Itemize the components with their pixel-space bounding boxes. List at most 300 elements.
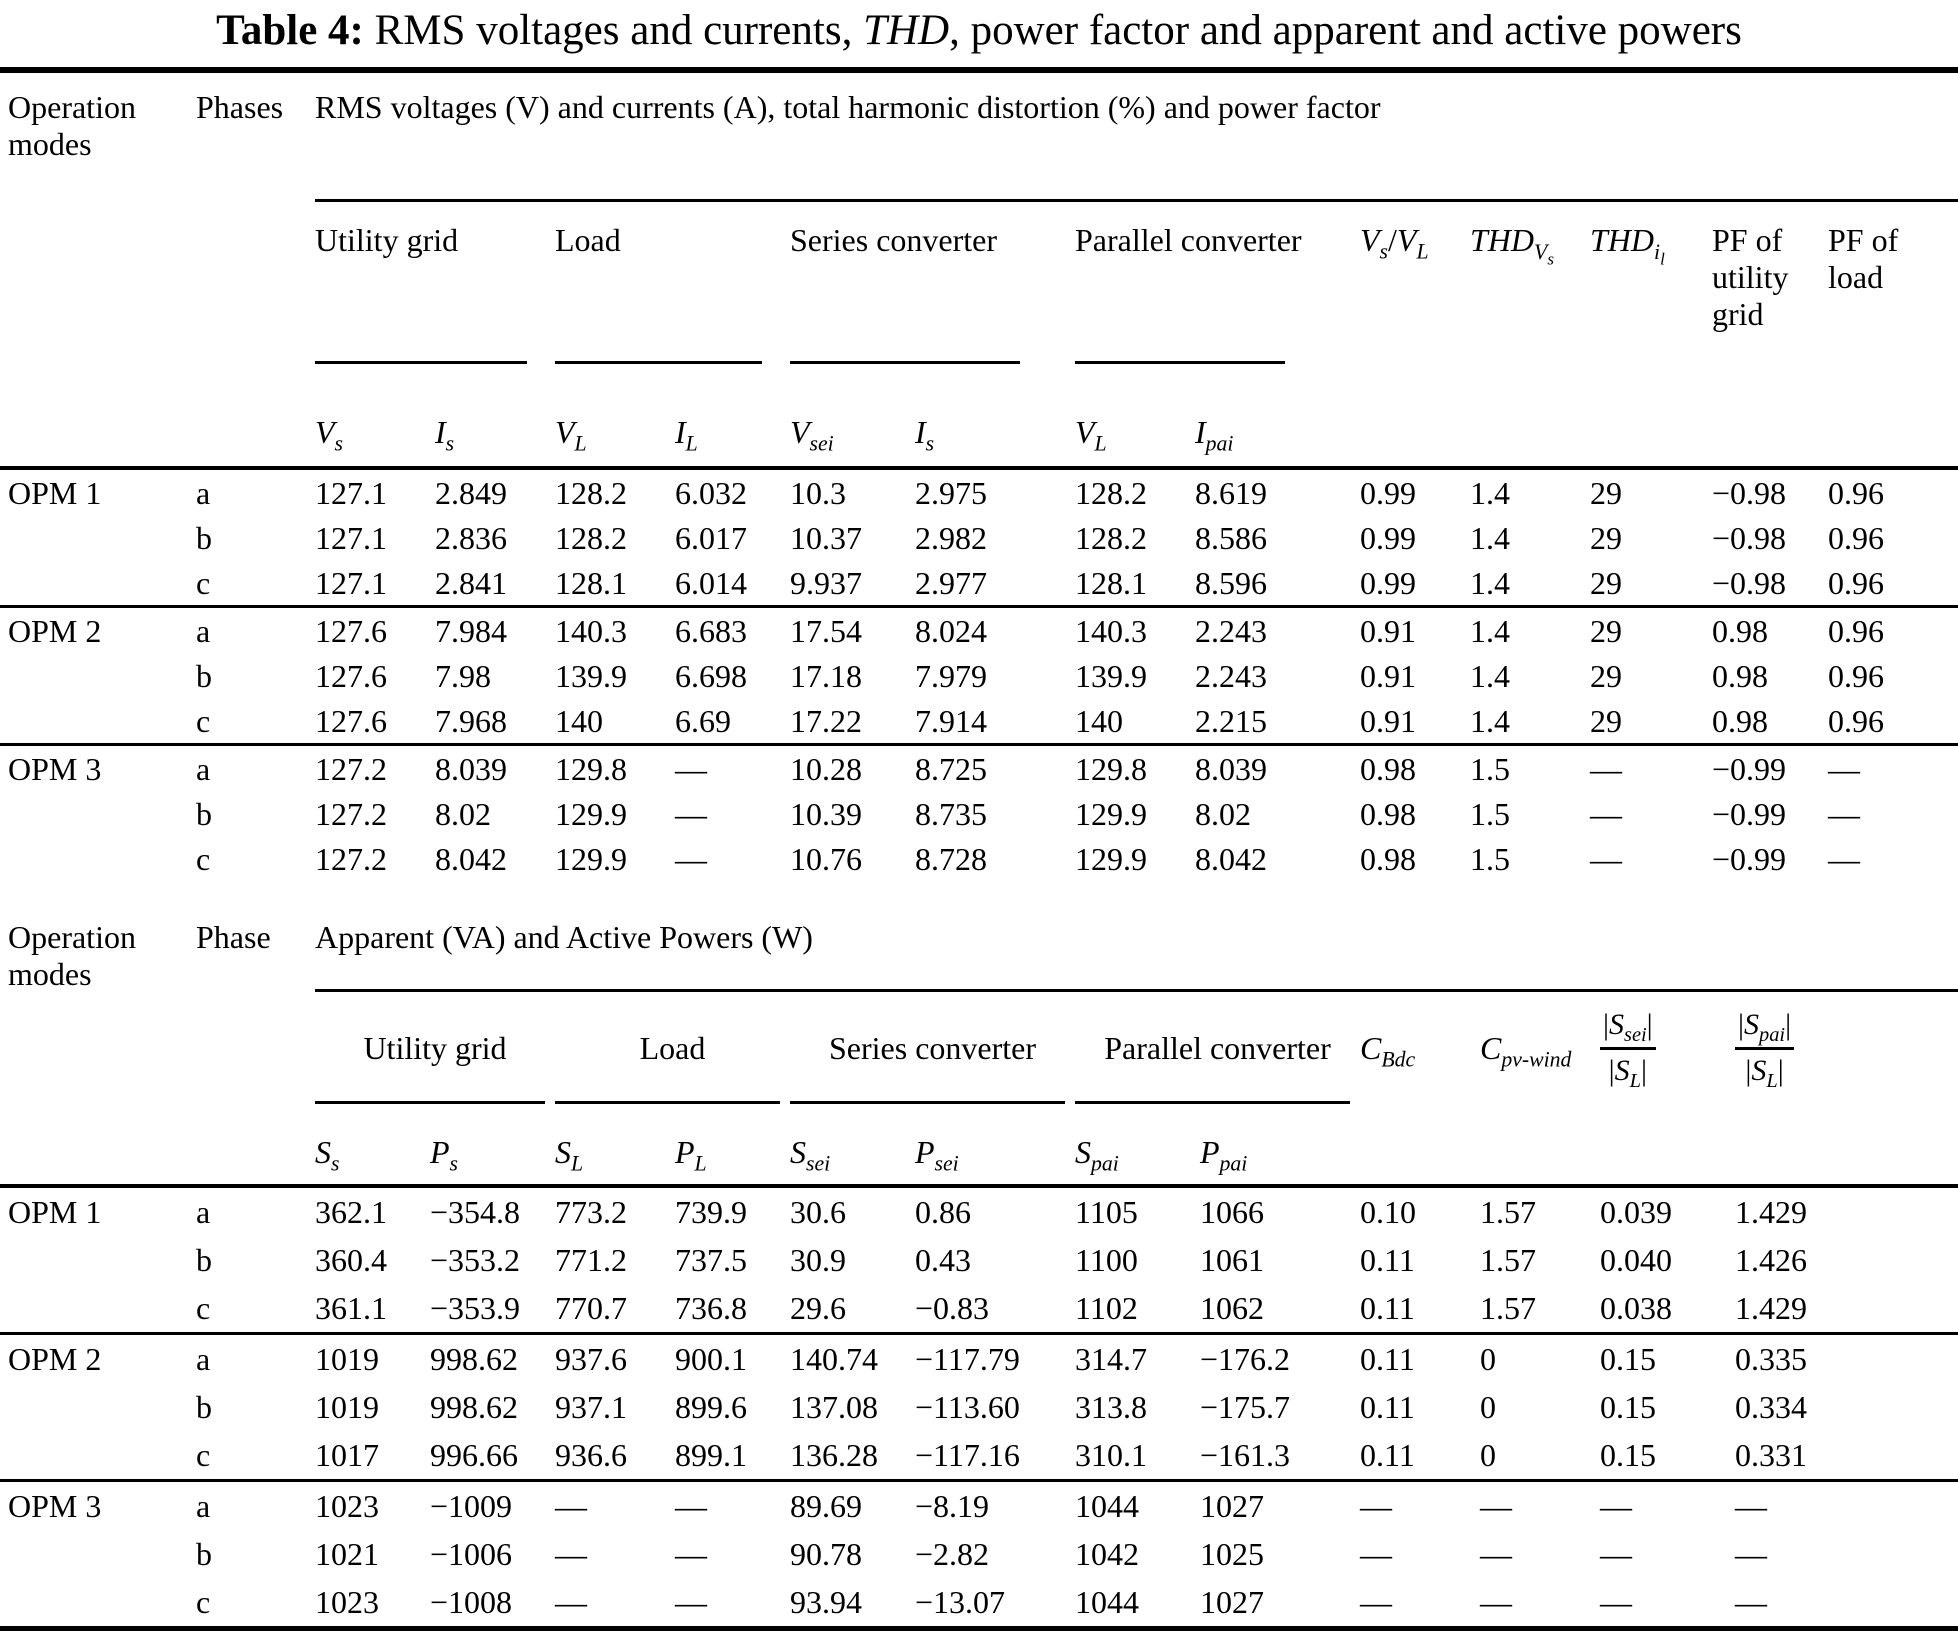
value-cell: 0.96 (1828, 607, 1958, 654)
value-cell: 17.18 (790, 657, 862, 694)
value-cell: 998.62 (430, 1389, 518, 1426)
value-cell: 127.6 (315, 702, 387, 739)
value-cell: 140.3 (1075, 607, 1195, 654)
value-cell: 0.96 (1828, 702, 1884, 739)
value-cell: 8.586 (1195, 519, 1267, 556)
value-cell: 2.977 (915, 564, 987, 601)
table-row (0, 1530, 1958, 1578)
value-cell: 899.6 (675, 1389, 747, 1426)
value-cell: 17.22 (790, 702, 862, 739)
value-cell: 127.6 (315, 607, 435, 654)
value-cell: 0.11 (1360, 1334, 1480, 1384)
value-cell: 139.9 (555, 657, 627, 694)
value-cell: — (1480, 1481, 1600, 1531)
value-cell: 0.96 (1828, 468, 1958, 515)
value-cell: 0.86 (915, 1186, 1075, 1236)
value-cell: 127.2 (315, 745, 435, 792)
phase-cell: b (196, 519, 212, 556)
value-cell: 0.15 (1600, 1389, 1656, 1426)
value-cell: 361.1 (315, 1290, 387, 1327)
value-cell: — (675, 1481, 790, 1531)
caption-text-post: , power factor and apparent and active powers (949, 7, 1742, 54)
phase-cell: b (196, 795, 212, 832)
value-cell: −0.98 (1712, 519, 1787, 556)
value-cell: 8.042 (1195, 840, 1267, 877)
value-cell: 0.334 (1735, 1389, 1807, 1426)
t2-subcol-ppai: $P_{pai}$ (1200, 1133, 1248, 1176)
phase-cell: c (196, 1437, 211, 1474)
value-cell: 1017 (315, 1437, 379, 1474)
value-cell: −1009 (430, 1481, 555, 1531)
value-cell: 0.11 (1360, 1389, 1415, 1426)
t2-col-spai-ratio (1735, 991, 1958, 1105)
value-cell: 140 (1075, 702, 1123, 739)
value-cell: 9.937 (790, 564, 862, 601)
value-cell: — (1360, 1481, 1480, 1531)
value-cell: 7.979 (915, 657, 987, 694)
value-cell: −0.98 (1712, 468, 1828, 515)
value-cell: 1044 (1075, 1584, 1139, 1621)
value-cell: 937.6 (555, 1334, 675, 1384)
value-cell: — (675, 840, 707, 877)
t2-group-series-converter: Series converter (790, 991, 1075, 1105)
table-caption (0, 6, 1958, 55)
value-cell: 0 (1480, 1437, 1496, 1474)
phase-cell: c (196, 702, 211, 739)
value-cell: 6.69 (675, 702, 731, 739)
value-cell: 6.698 (675, 657, 747, 694)
value-cell: 0.96 (1828, 657, 1884, 694)
phase-cell: c (196, 1584, 211, 1621)
value-cell: 137.08 (790, 1389, 878, 1426)
value-cell: 737.5 (675, 1242, 747, 1279)
mode-cell: OPM 1 (0, 1186, 190, 1236)
value-cell: 8.728 (915, 840, 987, 877)
value-cell: 29 (1590, 657, 1622, 694)
value-cell: 2.975 (915, 468, 1075, 515)
value-cell: 0.98 (1360, 840, 1416, 877)
value-cell: — (675, 1536, 707, 1573)
value-cell: 136.28 (790, 1437, 878, 1474)
phase-cell: a (190, 607, 315, 654)
value-cell: 10.76 (790, 840, 862, 877)
value-cell: 0.98 (1712, 607, 1828, 654)
mode-cell: OPM 3 (0, 1481, 190, 1531)
t1-subcol-vsei: $V_{sei}$ (790, 413, 834, 456)
value-cell: 139.9 (1075, 657, 1147, 694)
mode-cell: OPM 2 (0, 607, 190, 654)
table-row (0, 791, 1958, 836)
value-cell: — (675, 1584, 707, 1621)
value-cell: — (1600, 1481, 1735, 1531)
value-cell: 1021 (315, 1536, 379, 1573)
table-row (0, 698, 1958, 745)
value-cell: — (1828, 840, 1860, 877)
value-cell: 1.4 (1470, 519, 1510, 556)
t2-group-load: Load (555, 991, 790, 1105)
value-cell: 0.91 (1360, 702, 1416, 739)
value-cell: 128.2 (555, 519, 627, 556)
value-cell: 739.9 (675, 1186, 790, 1236)
value-cell: 1027 (1200, 1584, 1264, 1621)
t2-subcol-sl: $S_L$ (555, 1133, 584, 1176)
value-cell: 129.8 (1075, 745, 1195, 792)
t1-operation-modes-header: Operation modes (8, 89, 136, 163)
value-cell: 2.215 (1195, 702, 1267, 739)
value-cell: 0.040 (1600, 1242, 1672, 1279)
value-cell: 8.596 (1195, 564, 1267, 601)
value-cell: 8.619 (1195, 468, 1360, 515)
t2-phase-header: Phase (196, 919, 271, 956)
value-cell: 0.10 (1360, 1186, 1480, 1236)
value-cell: 1.429 (1735, 1186, 1958, 1236)
value-cell: −0.98 (1712, 564, 1787, 601)
powers-table (0, 915, 1958, 1631)
phase-cell: b (196, 1242, 212, 1279)
mode-cell: OPM 1 (0, 468, 190, 515)
table-row (0, 515, 1958, 560)
caption-text-pre: RMS voltages and currents, (363, 7, 864, 54)
value-cell: −175.7 (1200, 1389, 1291, 1426)
caption-thd-italic: THD (863, 7, 950, 54)
value-cell: −1006 (430, 1536, 513, 1573)
value-cell: −13.07 (915, 1584, 1006, 1621)
t2-subcol-ps: $P_s$ (430, 1133, 459, 1176)
phase-cell: b (196, 1536, 212, 1573)
value-cell: 2.982 (915, 519, 987, 556)
table-row (0, 468, 1958, 515)
value-cell: 0.43 (915, 1242, 971, 1279)
value-cell: 0.99 (1360, 564, 1416, 601)
value-cell: — (1600, 1536, 1632, 1573)
t2-subcol-empty-3 (1600, 1104, 1735, 1186)
value-cell: 899.1 (675, 1437, 747, 1474)
t2-group-parallel-converter: Parallel converter (1075, 991, 1360, 1105)
value-cell: 1.4 (1470, 657, 1510, 694)
value-cell: — (675, 795, 707, 832)
value-cell: 129.9 (555, 840, 627, 877)
t2-group-utility-grid: Utility grid (315, 991, 555, 1105)
value-cell: 6.014 (675, 564, 747, 601)
value-cell: −117.16 (915, 1437, 1020, 1474)
value-cell: 1.5 (1470, 840, 1510, 877)
value-cell: 998.62 (430, 1334, 555, 1384)
value-cell: 0.96 (1828, 519, 1884, 556)
value-cell: — (555, 1536, 587, 1573)
value-cell: 0 (1480, 1334, 1600, 1384)
value-cell: 1.426 (1735, 1242, 1807, 1279)
value-cell: 0.11 (1360, 1290, 1415, 1327)
value-cell: 10.28 (790, 745, 915, 792)
value-cell: 2.849 (435, 468, 555, 515)
table-row (0, 745, 1958, 792)
value-cell: 1.57 (1480, 1242, 1536, 1279)
t2-span-header: Apparent (VA) and Active Powers (W) (315, 915, 1958, 991)
value-cell: 140.74 (790, 1334, 915, 1384)
value-cell: −353.2 (430, 1242, 521, 1279)
t1-subcol-vl-parallel: $V_L$ (1075, 413, 1107, 456)
phase-cell: a (190, 745, 315, 792)
value-cell: 1105 (1075, 1186, 1200, 1236)
t1-col-thd-vs: $THD_{V_s}$ (1470, 222, 1554, 269)
value-cell: 0.15 (1600, 1437, 1656, 1474)
value-cell: 1.57 (1480, 1290, 1536, 1327)
value-cell: 17.54 (790, 607, 915, 654)
value-cell: 2.836 (435, 519, 507, 556)
value-cell: 314.7 (1075, 1334, 1200, 1384)
value-cell: −0.99 (1712, 840, 1787, 877)
table-row (0, 560, 1958, 607)
value-cell: 1100 (1075, 1242, 1138, 1279)
value-cell: 736.8 (675, 1290, 747, 1327)
value-cell: 0.99 (1360, 519, 1416, 556)
t1-group-parallel-converter: Parallel converter (1075, 201, 1360, 365)
value-cell: 30.9 (790, 1242, 846, 1279)
value-cell: 140.3 (555, 607, 675, 654)
value-cell: 1.5 (1470, 795, 1510, 832)
t2-subcol-ssei: $S_{sei}$ (790, 1133, 831, 1176)
mode-cell (0, 1383, 190, 1431)
value-cell: 937.1 (555, 1389, 627, 1426)
t1-phases-header: Phases (196, 89, 284, 126)
value-cell: 0.11 (1360, 1242, 1415, 1279)
phase-cell: b (196, 1389, 212, 1426)
value-cell: — (1828, 745, 1958, 792)
value-cell: 7.968 (435, 702, 507, 739)
t2-subcol-empty-1 (1360, 1104, 1480, 1186)
value-cell: 0.98 (1360, 795, 1416, 832)
value-cell: — (1360, 1536, 1392, 1573)
value-cell: 8.039 (1195, 745, 1360, 792)
mode-cell (0, 653, 190, 698)
value-cell: 2.243 (1195, 657, 1267, 694)
value-cell: 129.9 (1075, 840, 1147, 877)
value-cell: — (1360, 1584, 1392, 1621)
phase-cell: a (190, 1334, 315, 1384)
value-cell: 1019 (315, 1334, 430, 1384)
table-row (0, 1431, 1958, 1481)
mode-cell (0, 1284, 190, 1334)
value-cell: 128.2 (555, 468, 675, 515)
value-cell: 0.039 (1600, 1186, 1735, 1236)
value-cell: — (1735, 1481, 1958, 1531)
value-cell: — (1590, 745, 1712, 792)
mode-cell (0, 1530, 190, 1578)
t2-col-ssei-ratio (1600, 991, 1735, 1105)
value-cell: 129.9 (1075, 795, 1147, 832)
mode-cell (0, 1578, 190, 1629)
t2-subcol-psei: $P_{sei}$ (915, 1133, 959, 1176)
table-row (0, 1578, 1958, 1629)
t1-span-header: RMS voltages (V) and currents (A), total harmonic distortion (%) and power factor (315, 70, 1958, 201)
table-row (0, 1236, 1958, 1284)
value-cell: 0.11 (1360, 1437, 1415, 1474)
value-cell: 1027 (1200, 1481, 1360, 1531)
value-cell: −1008 (430, 1584, 513, 1621)
value-cell: 8.735 (915, 795, 987, 832)
mode-cell: OPM 2 (0, 1334, 190, 1384)
phase-cell: c (196, 564, 211, 601)
value-cell: 1023 (315, 1481, 430, 1531)
value-cell: −176.2 (1200, 1334, 1360, 1384)
value-cell: 127.1 (315, 564, 387, 601)
value-cell: 770.7 (555, 1290, 627, 1327)
value-cell: 1.429 (1735, 1290, 1807, 1327)
value-cell: 29.6 (790, 1290, 846, 1327)
value-cell: 128.2 (1075, 519, 1147, 556)
value-cell: 127.2 (315, 795, 387, 832)
value-cell: — (1480, 1584, 1512, 1621)
value-cell: −0.99 (1712, 745, 1828, 792)
t1-subcol-vl-load: $V_L$ (555, 413, 587, 456)
value-cell: 1061 (1200, 1242, 1264, 1279)
value-cell: 29 (1590, 519, 1622, 556)
value-cell: 2.243 (1195, 607, 1360, 654)
value-cell: 93.94 (790, 1584, 862, 1621)
value-cell: 129.9 (555, 795, 627, 832)
value-cell: −161.3 (1200, 1437, 1291, 1474)
value-cell: 0.99 (1360, 468, 1470, 515)
t2-col-cpv-wind: $C_{pv-wind}$ (1480, 1030, 1572, 1072)
value-cell: 6.032 (675, 468, 790, 515)
value-cell: 771.2 (555, 1242, 627, 1279)
value-cell: 362.1 (315, 1186, 430, 1236)
t2-subcol-empty-2 (1480, 1104, 1600, 1186)
value-cell: 127.2 (315, 840, 387, 877)
t1-col-pf-utility: PF of utility grid (1712, 222, 1789, 333)
t1-col-thd-il: $THD_{i_l}$ (1590, 222, 1665, 269)
value-cell: 8.042 (435, 840, 507, 877)
t2-subcol-empty-4 (1735, 1104, 1958, 1186)
t2-operation-modes-header: Operation modes (8, 919, 136, 993)
value-cell: 2.841 (435, 564, 507, 601)
value-cell: 0.038 (1600, 1290, 1672, 1327)
value-cell: −117.79 (915, 1334, 1075, 1384)
table-row (0, 1284, 1958, 1334)
table-row (0, 1481, 1958, 1531)
value-cell: — (1828, 795, 1860, 832)
value-cell: 90.78 (790, 1536, 862, 1573)
t1-group-series-converter: Series converter (790, 201, 1075, 365)
value-cell: 127.1 (315, 468, 435, 515)
phase-cell: a (190, 468, 315, 515)
t1-col-pf-load: PF of load (1828, 222, 1899, 296)
value-cell: 1.57 (1480, 1186, 1600, 1236)
value-cell: 1025 (1200, 1536, 1264, 1573)
value-cell: 127.1 (315, 519, 387, 556)
t1-subcol-vs: $V_s$ (315, 413, 344, 456)
table-row (0, 607, 1958, 654)
value-cell: 7.984 (435, 607, 555, 654)
value-cell: 773.2 (555, 1186, 675, 1236)
phase-cell: c (196, 840, 211, 877)
value-cell: 128.1 (1075, 564, 1147, 601)
mode-cell (0, 1431, 190, 1481)
t2-col-cbdc: $C_{Bdc}$ (1360, 1030, 1416, 1072)
value-cell: 127.6 (315, 657, 387, 694)
value-cell: 29 (1590, 702, 1622, 739)
mode-cell (0, 560, 190, 607)
value-cell: — (555, 1584, 587, 1621)
value-cell: −2.82 (915, 1536, 990, 1573)
value-cell: — (1735, 1584, 1767, 1621)
value-cell: 129.8 (555, 745, 675, 792)
value-cell: 6.683 (675, 607, 790, 654)
value-cell: −353.9 (430, 1290, 521, 1327)
phase-cell: a (190, 1186, 315, 1236)
ssei-sl-fraction: $\frac{|S_{sei}|}{|S_L|}$ (1600, 1008, 1656, 1088)
value-cell: 1062 (1200, 1290, 1264, 1327)
value-cell: 1.4 (1470, 468, 1590, 515)
value-cell: 0.335 (1735, 1334, 1958, 1384)
value-cell: 1.4 (1470, 564, 1510, 601)
phase-cell: a (190, 1481, 315, 1531)
mode-cell (0, 1236, 190, 1284)
value-cell: 8.024 (915, 607, 1075, 654)
value-cell: 360.4 (315, 1242, 387, 1279)
value-cell: 310.1 (1075, 1437, 1147, 1474)
mode-cell (0, 791, 190, 836)
t2-subcol-ss: $S_s$ (315, 1133, 340, 1176)
value-cell: 0 (1480, 1389, 1496, 1426)
t1-group-utility-grid: Utility grid (315, 201, 555, 365)
table-row (0, 836, 1958, 881)
t1-subcol-is-series: $I_s$ (915, 413, 935, 456)
value-cell: −113.60 (915, 1389, 1020, 1426)
value-cell: −0.83 (915, 1290, 990, 1327)
spai-sl-fraction: $\frac{|S_{pai}|}{|S_L|}$ (1735, 1008, 1794, 1088)
value-cell: 1042 (1075, 1536, 1139, 1573)
t1-subcol-il-load: $I_L$ (675, 413, 698, 456)
value-cell: 0.331 (1735, 1437, 1807, 1474)
value-cell: 0.98 (1712, 702, 1768, 739)
t1-subcol-is: $I_s$ (435, 413, 455, 456)
t1-subcol-ipai: $I_{pai}$ (1195, 413, 1234, 456)
value-cell: 1.5 (1470, 745, 1590, 792)
value-cell: 7.914 (915, 702, 987, 739)
t1-col-vs-vl: $V_s/V_L$ (1360, 222, 1429, 264)
value-cell: 1019 (315, 1389, 379, 1426)
value-cell: 10.39 (790, 795, 862, 832)
value-cell: 1066 (1200, 1186, 1360, 1236)
value-cell: 1.4 (1470, 702, 1510, 739)
value-cell: — (1590, 795, 1622, 832)
mode-cell (0, 836, 190, 881)
mode-cell: OPM 3 (0, 745, 190, 792)
rms-table (0, 67, 1958, 881)
value-cell: 0.15 (1600, 1334, 1735, 1384)
value-cell: −354.8 (430, 1186, 555, 1236)
value-cell: — (1590, 840, 1622, 877)
value-cell: 7.98 (435, 657, 491, 694)
value-cell: 10.37 (790, 519, 862, 556)
mode-cell (0, 698, 190, 745)
value-cell: 10.3 (790, 468, 915, 515)
t1-group-load: Load (555, 201, 790, 365)
value-cell: 313.8 (1075, 1389, 1147, 1426)
value-cell: 89.69 (790, 1481, 915, 1531)
value-cell: 0.91 (1360, 607, 1470, 654)
value-cell: 29 (1590, 468, 1712, 515)
t2-body (0, 1186, 1958, 1629)
value-cell: — (675, 745, 790, 792)
table-row (0, 1383, 1958, 1431)
value-cell: 900.1 (675, 1334, 790, 1384)
value-cell: 1044 (1075, 1481, 1200, 1531)
value-cell: −8.19 (915, 1481, 1075, 1531)
value-cell: 30.6 (790, 1186, 915, 1236)
value-cell: — (555, 1481, 675, 1531)
